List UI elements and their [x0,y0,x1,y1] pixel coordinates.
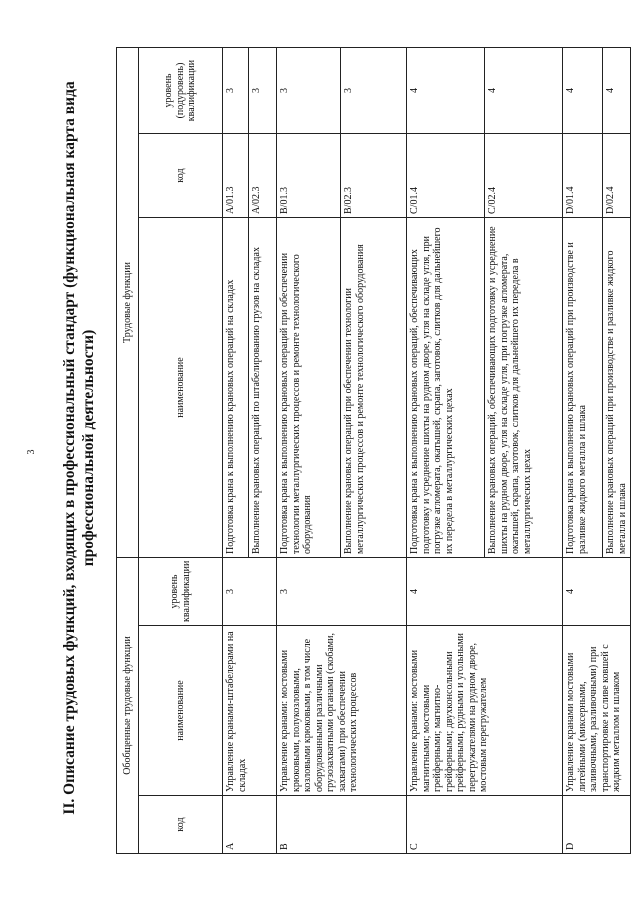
function-code: B/01.3 [277,134,341,218]
function-level: 4 [603,48,631,134]
group-name: Управление кранами мостовыми литейными (миксерными, заливочными, разливочными) при транспортировке и сливе ковшей с жидким металлом и шлаком [563,626,631,796]
section-title-line-1: II. Описание трудовых функций, входящих в профессиональный стандарт (функциональная карта вида [61,81,78,815]
function-name: Выполнение крановых операций, обеспечивающих подготовку и усреднение шихты на рудном дворе, угля на складе угля, при погрузке агломерата, окатышей, скрапа, заготовок, слитков для дальнейшего их передела в металлургических цехах [485,218,563,558]
function-code: B/02.3 [341,134,407,218]
group-header-labor: Трудовые функции [117,48,139,558]
col-header-level: уровень квалификации [139,558,223,626]
functional-map-table [116,47,631,854]
col-header-tf-name: наименование [139,218,223,558]
page-number: 3 [26,449,37,455]
group-name: Управление кранами-штабелерами на складах [223,626,277,796]
function-name: Выполнение крановых операций по штабелированию грузов на складах [249,218,277,558]
table-group-header-row [117,48,139,854]
table-row [407,48,485,854]
function-name: Подготовка крана к выполнению крановых операций при обеспечении технологии металлургических процессов и ремонте технологического оборудования [277,218,341,558]
function-level: 3 [223,48,249,134]
function-code: D/02.4 [603,134,631,218]
section-title-line-2: профессиональной деятельности) [80,329,97,567]
function-code: C/02.4 [485,134,563,218]
function-code: A/01.3 [223,134,249,218]
group-code: B [277,796,407,854]
group-level: 4 [563,558,631,626]
group-name: Управление кранами: мостовыми магнитными; мостовыми грейферными; магнитно-грейферными; двухконсольными грейферными, рудными и угольными перегружателями на рудном дворе, мостовым перегружателем [407,626,563,796]
function-code: C/01.4 [407,134,485,218]
function-level: 4 [563,48,603,134]
function-name: Выполнение крановых операций при производстве и разливке жидкого металла и шлака [603,218,631,558]
function-level: 4 [485,48,563,134]
function-code: D/01.4 [563,134,603,218]
group-level: 4 [407,558,563,626]
table-column-header-row [139,48,223,854]
function-level: 3 [249,48,277,134]
col-header-tf-code: код [139,134,223,218]
group-header-generalized: Обобщенные трудовые функции [117,558,139,854]
group-name: Управление кранами: мостовыми крюковыми, полукозловыми, козловыми крюковыми, в том числе оборудованными различными грузозахватными органами (скобами, захватами) при обеспечении технологических процессов [277,626,407,796]
group-code: C [407,796,563,854]
table-row [563,48,603,854]
table-row [223,48,249,854]
function-level: 3 [277,48,341,134]
col-header-tf-level: уровень (подуровень) квалификации [139,48,223,134]
section-title [60,28,98,868]
group-level: 3 [223,558,277,626]
function-name: Подготовка крана к выполнению крановых операций, обеспечивающих подготовку и усреднение шихты на рудном дворе, угля на складе угля, при погрузке агломерата, окатышей, скрапа, заготовок, слитков для дальнейшего их передела в металлургических цехах [407,218,485,558]
rotated-page-content [60,28,628,868]
group-level: 3 [277,558,407,626]
table-row [277,48,341,854]
col-header-name: наименование [139,626,223,796]
col-header-code: код [139,796,223,854]
function-name: Подготовка крана к выполнению крановых операций при производстве и разливке жидкого металла и шлака [563,218,603,558]
function-level: 4 [407,48,485,134]
function-name: Выполнение крановых операций при обеспечении технологии металлургических процессов и ремонте технологического оборудования [341,218,407,558]
function-code: A/02.3 [249,134,277,218]
function-level: 3 [341,48,407,134]
group-code: A [223,796,277,854]
function-name: Подготовка крана к выполнению крановых операций на складах [223,218,249,558]
group-code: D [563,796,631,854]
